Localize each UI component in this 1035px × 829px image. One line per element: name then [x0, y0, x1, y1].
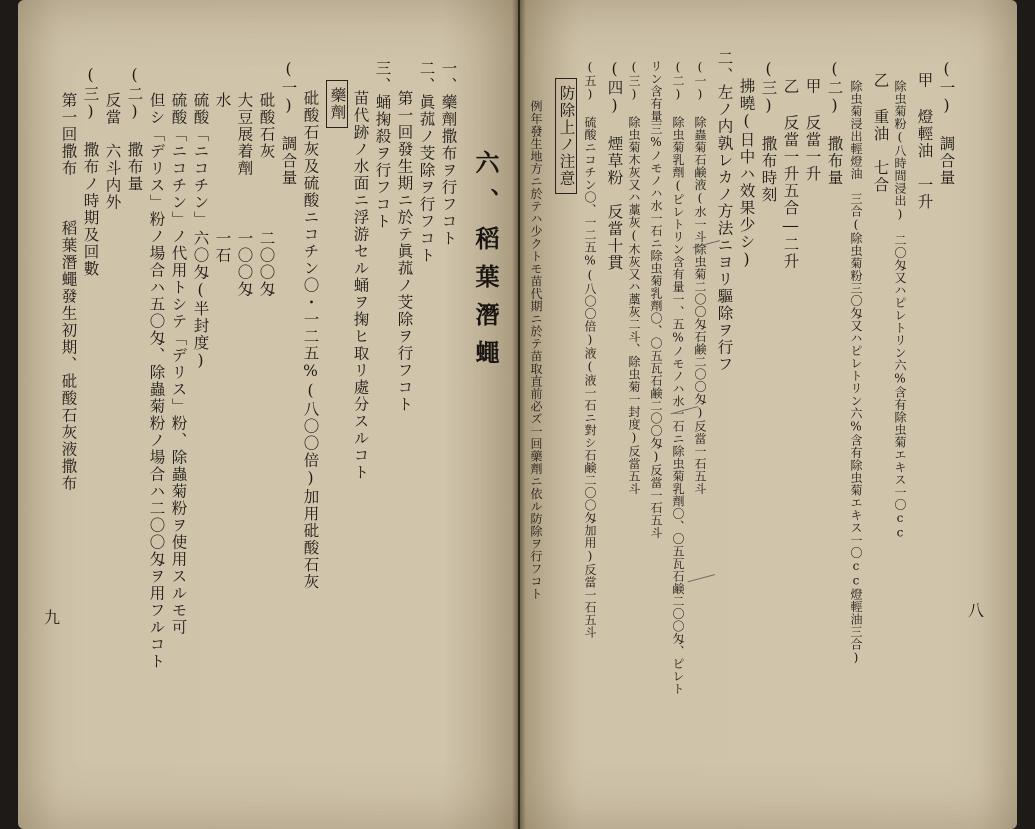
drug-description: 砒酸石灰及硫酸ニコチン〇・一二五%(八〇〇倍)加用砒酸石灰 [301, 90, 320, 591]
right-line-7: 甲 反當一升 [803, 78, 822, 183]
caution-heading: 防除上ノ注意 [555, 78, 577, 194]
right-line-4: 乙 重油 七合 [871, 72, 890, 194]
right-line-2: 甲 燈輕油 一升 [915, 72, 934, 211]
right-line-1: (一) 調合量 [937, 60, 956, 187]
subsection-timing: (三) 撒布ノ時期及回數 [81, 66, 100, 278]
right-line-13: (二) 除虫菊乳劑(ピレトリン含有量一、五%ノモノハ水一石ニ除虫菊乳劑〇、〇五瓦石鹸二〇〇匁、ピレト [671, 60, 685, 695]
page-number-right: 八 [968, 601, 985, 620]
ingredient-name: 大豆展着劑 [235, 92, 254, 177]
measure-3: 三、蛹掬殺ヲ行フコト [373, 60, 392, 230]
timing-first-detail: 稻葉潛蠅發生初期、砒酸石灰液撒布 [59, 220, 78, 492]
measure-1: 一、藥劑撒布ヲ行フコト [439, 60, 458, 247]
ingredient-amount: 六〇匁(半封度) [191, 230, 210, 371]
section-title: 六、稻葉潛蠅 [471, 150, 500, 378]
right-line-16: (四) 煙草粉 反當十貫 [605, 60, 624, 272]
measure-3-detail: 苗代跡ノ水面ニ浮游セル蛹ヲ掬ヒ取リ處分スルコト [351, 90, 370, 481]
right-line-5: 除虫菊浸出輕燈油 三合(除虫菊粉三〇匁又ハピレトリン六%含有除虫菊エキス一〇cc燈輕油三合) [849, 80, 863, 665]
right-line-15: (三) 除虫菊木灰又ハ藁灰(木灰又ハ藁灰二斗、除虫菊一封度)反當五斗 [627, 60, 641, 495]
measure-2: 二、眞菰ノ芠除ヲ行フコト [417, 60, 436, 264]
timing-first: 第一回撒布 [59, 92, 78, 177]
book-gutter [512, 0, 526, 829]
subsection-mix-amount: (一) 調合量 [279, 60, 298, 187]
ingredient-name: 砒酸石灰 [257, 92, 276, 160]
ingredient-amount: 二〇〇匁 [257, 230, 276, 298]
right-line-11: 二、左ノ内孰レカノ方法ニヨリ驅除ヲ行フ [715, 50, 734, 373]
right-line-17: (五) 硫酸ニコチン〇、一二五%(八〇〇倍)液(液一石ニ對シ石鹸二〇〇匁加用)反當一石五斗 [583, 60, 597, 639]
right-line-9: (三) 撒布時刻 [759, 60, 778, 204]
right-line-6: (二) 撒布量 [825, 60, 844, 187]
ingredient-name: 硫酸「ニコチン」 [191, 92, 210, 228]
drug-heading: 藥劑 [326, 80, 348, 128]
right-line-14: リン含有量三%ノモノハ水一石ニ除虫菊乳劑〇、〇五瓦石鹸二〇〇匁)反當一石五斗 [649, 60, 663, 539]
spray-amount-value: 反當 六斗内外 [103, 92, 122, 211]
ingredient-name: 水 [213, 92, 232, 109]
substitute-quantity-note: 但シ「デリス」粉ノ場合ハ五〇匁、除蟲菊粉ノ場合ハ二〇〇匁ヲ用フルコト [147, 92, 166, 670]
measure-2-detail: 第一回發生期ニ於テ眞菰ノ芠除ヲ行フコト [395, 90, 414, 413]
subsection-spray-amount: (二) 撒布量 [125, 66, 144, 193]
right-line-10: 拂曉(日中ハ效果少シ) [737, 78, 756, 270]
right-line-12: (一) 除蟲菊石鹸液(水一斗除虫菊二〇〇匁石鹸二〇〇匁)反當一石五斗 [693, 60, 707, 495]
ingredient-amount: 一〇〇匁 [235, 230, 254, 298]
caution-text: 例年發生地方ニ於テハ少クトモ苗代期ニ於テ苗取直前必ズ一回藥劑ニ依ル防除ヲ行フコト [529, 100, 543, 600]
right-line-8: 乙 反當一升五合―二升 [781, 78, 800, 270]
ingredient-amount: 一石 [213, 230, 232, 264]
right-line-3: 除虫菊粉(八時間浸出) 二〇匁又ハピレトリン六%含有除虫菊エキス一〇cc [893, 80, 907, 540]
page-number-left: 九 [44, 608, 61, 627]
substitute-note: 硫酸「ニコチン」ノ代用トシテ「デリス」粉、除蟲菊粉ヲ使用スルモ可 [169, 92, 188, 636]
